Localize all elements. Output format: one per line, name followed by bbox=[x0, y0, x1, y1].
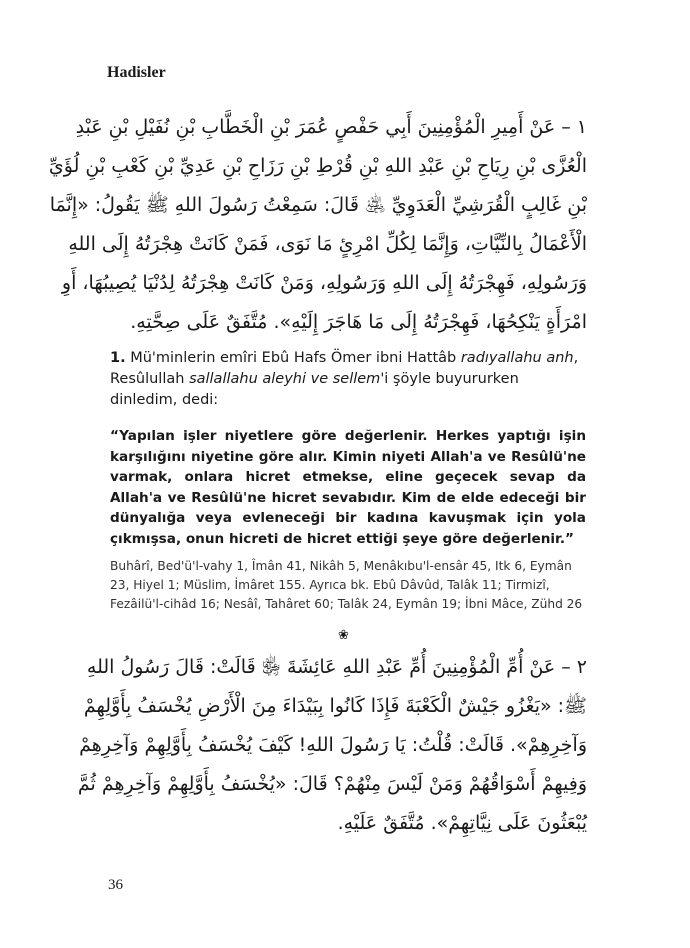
honorific: radıyallahu anh bbox=[460, 350, 574, 366]
hadith-1-references: Buhârî, Bed'ü'l-vahy 1, Îmân 41, Nikâh 5, Menâkıbu'l-ensâr 45, Itk 6, Eymân 23, Hiyel 1; Müslim, İmâret 155. Ayrıca bk. Ebû Dâvûd, Talâk 11; Tirmizî, Fezâilü'l-cihâd 16; Nesâî, Tahâret 60; Talâk 24, Eymân 19; İbni Mâce, Zühd 26 bbox=[110, 559, 583, 611]
arabic-line: بْنِ غَالِبٍ الْقُرَشِيِّ الْعَدَوِيِّ ﵁ قَالَ: سَمِعْتُ رَسُولَ اللهِ ﷺ يَقُولُ: «إِنَّمَا bbox=[49, 194, 587, 216]
arabic-line: ٢ – عَنْ أُمِّ الْمُؤْمِنِينَ أُمِّ عَبْدِ اللهِ عَائِشَةَ ﵂ قَالَتْ: قَالَ رَسُولُ اللهِ bbox=[86, 656, 587, 678]
intro-text: Mü'minlerin emîri Ebû Hafs Ömer ibni Hattâb bbox=[125, 350, 461, 366]
arabic-line: امْرَأَةٍ يَنْكِحُهَا، فَهِجْرَتُهُ إِلَى مَا هَاجَرَ إِلَيْهِ». مُتَّفَقٌ عَلَى صِحَّتِهِ. bbox=[130, 311, 587, 333]
arabic-line: وَفِيهِمْ أَسْوَاقُهُمْ وَمَنْ لَيْسَ مِنْهُمْ؟ قَالَ: «يُخْسَفُ بِأَوَّلِهِمْ وَآخِرِهِمْ ثُمَّ bbox=[77, 773, 587, 795]
hadith-2-arabic-text bbox=[77, 648, 587, 843]
arabic-line: الْأَعْمَالُ بِالنِّيَّاتِ، وَإِنَّمَا لِكُلِّ امْرِئٍ مَا نَوَى، فَمَنْ كَانَتْ هِجْرَتُهُ إِلَى اللهِ bbox=[68, 233, 587, 255]
section-title: Hadisler bbox=[107, 64, 166, 81]
arabic-line: وَرَسُولِهِ، فَهِجْرَتُهُ إِلَى اللهِ وَرَسُولِهِ، وَمَنْ كَانَتْ هِجْرَتُهُ لِدُنْيَا يُصِيبُهَا، أَوِ bbox=[61, 272, 587, 294]
separator-ornament: ❀ bbox=[338, 628, 349, 643]
arabic-line: ١ – عَنْ أَمِيرِ الْمُؤْمِنِينَ أَبِي حَفْصٍ عُمَرَ بْنِ الْخَطَّابِ بْنِ نُفَيْلِ بْنِ عَبْدِ bbox=[75, 116, 587, 138]
hadith-number: 1. bbox=[110, 350, 126, 366]
arabic-line: ﷺ: «يَغْزُو جَيْشٌ الْكَعْبَةَ فَإِذَا كَانُوا بِبَيْدَاءَ مِنَ الْأَرْضِ يُخْسَفُ بِأَوَّلِهِمْ bbox=[83, 695, 587, 717]
arabic-line: وَآخِرِهِمْ». قَالَتْ: قُلْتُ: يَا رَسُولَ اللهِ! كَيْفَ يُخْسَفُ بِأَوَّلِهِمْ وَآخِرِهِمْ bbox=[79, 734, 587, 756]
intro-text: , Resûlullah bbox=[110, 350, 579, 387]
hadith-1-translation: “Yapılan işler niyetlere göre değerlenir. Herkes yaptığı işin karşılığını niyetine göre alır. Kimin niyeti Allah'a ve Resûlü'ne varmak, onlara hicret etmekse, eline geçecek sevap da Allah'a ve Resûlü'ne hicret sevabıdır. Kim de elde edeceği bir dünyalığa veya evleneceği bir kadına kavuşmak için yola çıkmışsa, onun hicreti de hicret ettiği şeye göre değerlenir.” bbox=[110, 428, 586, 547]
arabic-line: الْعُزَّى بْنِ رِيَاحِ بْنِ عَبْدِ اللهِ بْنِ قُرْطِ بْنِ رَزَاحِ بْنِ عَدِيِّ بْنِ كَعْبِ بْنِ لُؤَيِّ bbox=[48, 155, 587, 177]
page-number: 36 bbox=[108, 877, 123, 893]
intro-text: 'i şöyle buyururken dinledim, dedi: bbox=[110, 371, 519, 408]
hadith-1-arabic-text bbox=[48, 108, 587, 342]
honorific: sallallahu aleyhi ve sellem bbox=[189, 371, 381, 387]
arabic-line: يُبْعَثُونَ عَلَى نِيَّاتِهِمْ». مُتَّفَقٌ عَلَيْهِ. bbox=[337, 812, 587, 834]
hadith-1-introduction bbox=[110, 348, 590, 411]
